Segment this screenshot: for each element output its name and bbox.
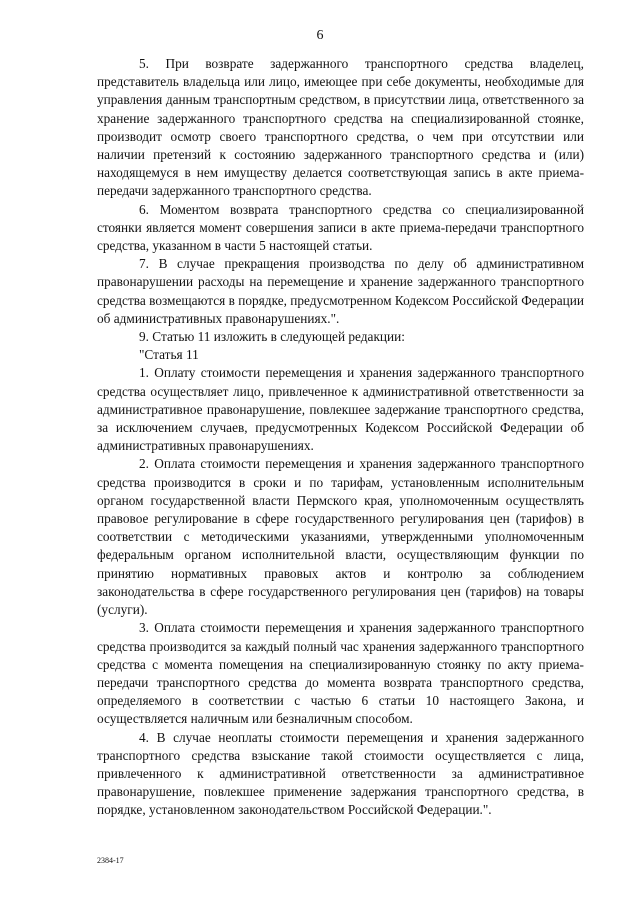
document-body (97, 55, 584, 820)
paragraph-article-11-part-2: 2. Оплата стоимости перемещения и хранения задержанного транспортного средства производится в сроки и по тарифам, установленным исполнительным органом государственной власти Пермского края, уполномоченным осуществлять правовое регулирование в сфере государственного регулирования цен (тарифов) в соответствии с методическими указаниями, утвержденными уполномоченным федеральным органом исполнительной власти, осуществляющим функции по принятию нормативных правовых актов и контролю за соблюдением законодательства в сфере государственного регулирования цен (тарифов) на товары (услуги). (97, 456, 584, 618)
page-number: 6 (316, 28, 324, 43)
document-code: 2384-17 (97, 856, 124, 865)
paragraph-article-11-part-4: 4. В случае неоплаты стоимости перемещения и хранения задержанного транспортного средства взыскание такой стоимости осуществляется с лица, привлеченного к административной ответственности за административное правонарушение, повлекшее применение задержания транспортного средства, в порядке, установленном законодательством Российской Федерации.". (97, 729, 584, 818)
paragraph-article-11-part-1: 1. Оплату стоимости перемещения и хранения задержанного транспортного средства осуществляет лицо, привлеченное к административной ответственности за административное правонарушение, повлекшее задержание транспортного средства, за исключением случаев, предусмотренных Кодексом Российской Федерации об административных правонарушениях. (97, 365, 584, 454)
paragraph-part-5: 5. При возврате задержанного транспортного средства владелец, представитель владельца или лицо, имеющее при себе документы, необходимые для управления данным транспортным средством, в присутствии лица, ответственного за хранение задержанного транспортного средства на специализированной стоянке, производит осмотр своего транспортного средства, о чем при отсутствии или наличии претензий к состоянию задержанного транспортного средства и (или) находящемуся в нем имуществу делается соответствующая запись в акте приема-передачи задержанного транспортного средства. (97, 56, 584, 199)
paragraph-part-6: 6. Моментом возврата транспортного средства со специализированной стоянки является момент совершения записи в акте приема-передачи транспортного средства, указанном в части 5 настоящей статьи. (97, 201, 584, 254)
paragraph-item-9: 9. Статью 11 изложить в следующей редакции: (139, 329, 405, 345)
paragraph-part-7: 7. В случае прекращения производства по делу об административном правонарушении расходы на перемещение и хранение задержанного транспортного средства возмещаются в порядке, предусмотренном Кодексом Российской Федерации об административных правонарушениях.". (97, 256, 584, 326)
paragraph-article-11-part-3: 3. Оплата стоимости перемещения и хранения задержанного транспортного средства производится за каждый полный час хранения задержанного транспортного средства с момента помещения на специализированную стоянку по акту приема-передачи транспортного средства до момента возврата транспортного средства, определяемого в соответствии с частью 6 статьи 10 настоящего Закона, и осуществляется наличным или безналичным способом. (97, 620, 584, 727)
article-heading: "Статья 11 (139, 347, 199, 363)
